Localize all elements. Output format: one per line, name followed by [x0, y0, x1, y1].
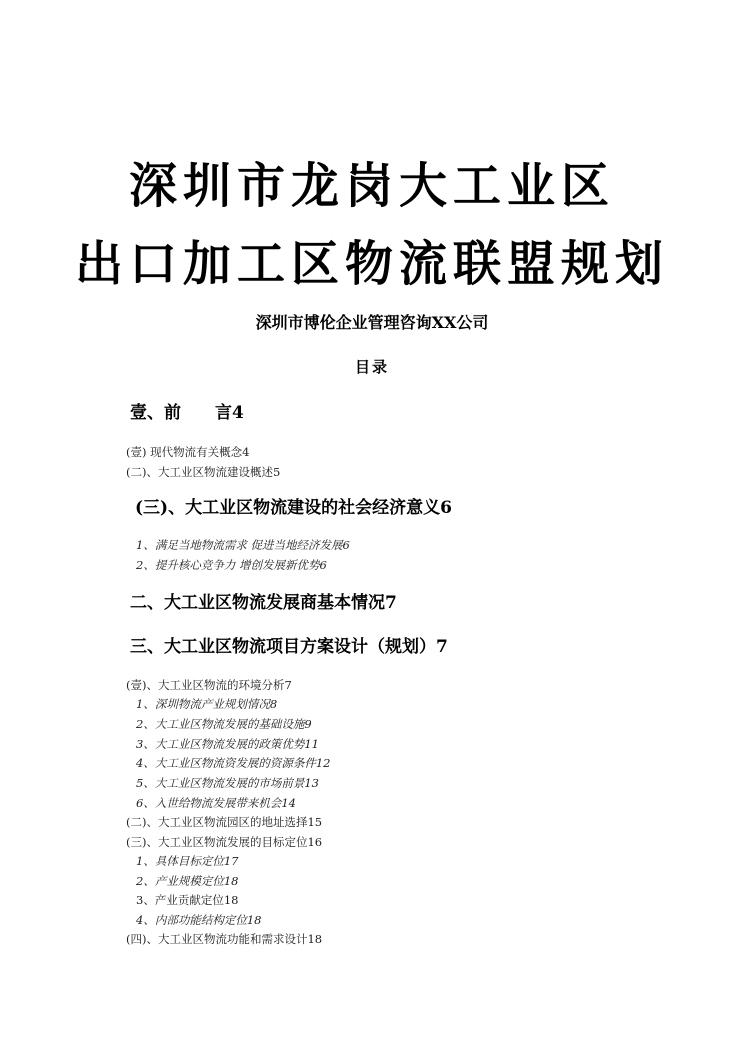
toc-entry-market-prospects: 5、大工业区物流发展的市场前景13	[136, 776, 319, 790]
toc-entry-environment-analysis: (壹)、大工业区物流的环境分析7	[126, 678, 292, 692]
toc-entry-resource-conditions: 4、大工业区物流资发展的资源条件12	[136, 756, 331, 770]
company-name: 深圳市博伦企业管理咨询XX公司	[255, 313, 489, 332]
document-title-line-2: 出口加工区物流联盟规划	[74, 236, 669, 292]
toc-heading: 目录	[354, 358, 389, 376]
toc-entry-preface: 壹、前 言4	[130, 403, 244, 423]
toc-entry-core-competitiveness: 2、提升核心竞争力 增创发展新优势6	[136, 558, 327, 572]
toc-entry-specific-targets: 1、具体目标定位17	[136, 854, 239, 868]
toc-entry-project-design: 三、大工业区物流项目方案设计（规划）7	[130, 637, 448, 657]
toc-entry-function-demand-design: (四)、大工业区物流功能和需求设计18	[126, 932, 323, 946]
toc-entry-policy-advantages: 3、大工业区物流发展的政策优势11	[136, 737, 319, 751]
toc-entry-industry-scale: 2、产业规模定位18	[136, 874, 239, 888]
toc-entry-infrastructure: 2、大工业区物流发展的基础设施9	[136, 717, 312, 731]
toc-entry-wto-opportunities: 6、入世给物流发展带来机会14	[136, 796, 296, 810]
toc-entry-developer-overview: 二、大工业区物流发展商基本情况7	[130, 593, 397, 613]
document-title-line-1: 深圳市龙岗大工业区	[128, 158, 615, 214]
toc-entry-meet-local-demand: 1、满足当地物流需求 促进当地经济发展6	[136, 538, 350, 552]
toc-entry-target-positioning: (三)、大工业区物流发展的目标定位16	[126, 835, 323, 849]
toc-entry-internal-structure: 4、内部功能结构定位18	[136, 913, 262, 927]
toc-entry-site-selection: (二)、大工业区物流园区的地址选择15	[126, 815, 323, 829]
toc-entry-shenzhen-industry-plan: 1、深圳物流产业规划情况8	[136, 697, 278, 711]
toc-entry-modern-logistics-concepts: (壹) 现代物流有关概念4	[126, 445, 250, 459]
toc-entry-socioeconomic-significance: (三)、大工业区物流建设的社会经济意义6	[135, 498, 452, 518]
toc-entry-industry-contribution: 3、产业贡献定位18	[136, 893, 239, 907]
toc-entry-logistics-construction-overview: (二)、大工业区物流建设概述5	[126, 465, 281, 479]
